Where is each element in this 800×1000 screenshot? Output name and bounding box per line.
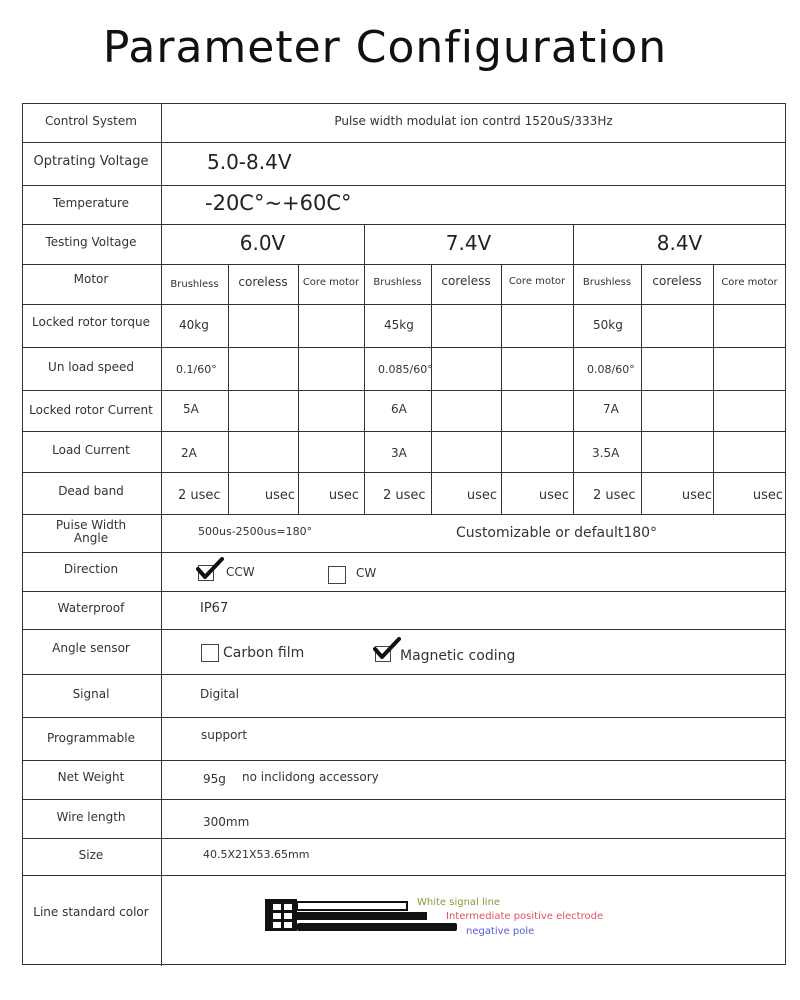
dead-band-value: usec	[264, 487, 295, 503]
size-label: Size	[78, 847, 104, 862]
waterproof-value: IP67	[200, 600, 229, 616]
pulse-width-label-line2: Angle	[73, 531, 109, 545]
testing-voltage-6v: 6.0V	[239, 230, 286, 255]
torque-value: 50kg	[593, 318, 623, 333]
dead-band-value: 2 usec	[178, 487, 221, 503]
waterproof-label: Waterproof	[57, 601, 125, 616]
programmable-label: Programmable	[46, 730, 135, 745]
speed-value: 0.085/60°	[378, 362, 433, 376]
load-current-value: 3.5A	[592, 445, 620, 460]
motor-type: Brushless	[170, 279, 219, 291]
net-weight-value: 95g	[203, 772, 226, 787]
wire-label-positive: Intermediate positive electrode	[446, 911, 604, 922]
locked-rotor-torque-label: Locked rotor torque	[32, 315, 150, 330]
load-current-label: Load Current	[52, 442, 130, 457]
motor-label: Motor	[73, 272, 109, 287]
wire-label-negative: negative pole	[466, 926, 535, 937]
positive-wire	[297, 912, 427, 920]
motor-type: Core motor	[302, 277, 360, 289]
motor-type: Brushless	[373, 277, 422, 289]
dead-band-label: Dead band	[58, 484, 124, 499]
speed-value: 0.08/60°	[587, 362, 635, 376]
dead-band-value: usec	[328, 487, 359, 503]
locked-current-value: 6A	[391, 401, 407, 416]
unload-speed-label: Un load speed	[48, 359, 134, 374]
page-title: Parameter Configuration	[102, 22, 668, 73]
locked-current-value: 7A	[603, 401, 619, 416]
motor-type: coreless	[441, 274, 491, 289]
control-system-label: Control System	[45, 114, 137, 129]
motor-type: Core motor	[721, 277, 778, 289]
motor-type: coreless	[238, 275, 288, 290]
testing-voltage-7v4: 7.4V	[445, 230, 492, 255]
cw-checkbox[interactable]	[328, 566, 346, 584]
dead-band-value: usec	[538, 487, 569, 503]
locked-rotor-current-label: Locked rotor Current	[29, 402, 153, 417]
magnetic-coding-label: Magnetic coding	[400, 647, 516, 664]
angle-sensor-label: Angle sensor	[52, 641, 130, 656]
wire-length-label: Wire length	[56, 809, 126, 824]
pulse-width-note: Customizable or default180°	[456, 524, 658, 541]
operating-voltage-label: Optrating Voltage	[33, 154, 149, 170]
net-weight-note: no inclidong accessory	[242, 769, 379, 784]
ccw-label: CCW	[226, 565, 255, 580]
dead-band-value: usec	[681, 487, 712, 503]
wire-length-value: 300mm	[203, 814, 250, 829]
operating-voltage-value: 5.0-8.4V	[207, 150, 292, 174]
pulse-width-label-line1: Puise Width	[55, 517, 127, 532]
net-weight-label: Net Weight	[57, 769, 125, 784]
signal-value: Digital	[200, 686, 239, 701]
cw-label: CW	[356, 566, 377, 581]
pulse-width-label	[22, 516, 160, 548]
temperature-value: -20C°~+60C°	[205, 191, 352, 216]
locked-current-value: 5A	[183, 401, 199, 416]
ccw-checkmark-icon	[196, 556, 226, 582]
motor-type: Brushless	[582, 277, 632, 289]
line-color-label: Line standard color	[33, 905, 149, 920]
load-current-value: 2A	[181, 445, 197, 460]
size-value: 40.5X21X53.65mm	[203, 848, 310, 862]
torque-value: 45kg	[384, 318, 414, 333]
carbon-film-checkbox[interactable]	[201, 644, 219, 662]
dead-band-value: 2 usec	[383, 487, 426, 503]
carbon-film-label: Carbon film	[223, 644, 305, 661]
pulse-width-value: 500us-2500us=180°	[198, 524, 313, 538]
wire-label-signal: White signal line	[417, 897, 501, 908]
dead-band-value: usec	[466, 487, 497, 503]
dead-band-value: usec	[752, 487, 783, 503]
signal-label: Signal	[72, 686, 110, 701]
torque-value: 40kg	[179, 318, 209, 333]
speed-value: 0.1/60°	[176, 362, 217, 376]
motor-type: coreless	[652, 274, 702, 289]
signal-wire	[297, 902, 407, 910]
negative-wire	[297, 923, 457, 931]
testing-voltage-label: Testing Voltage	[45, 235, 137, 250]
dead-band-value: 2 usec	[593, 487, 636, 503]
testing-voltage-8v4: 8.4V	[656, 230, 703, 255]
direction-label: Direction	[63, 561, 119, 576]
control-system-value: Pulse width modulat ion contrd 1520uS/333Hz	[334, 114, 613, 129]
motor-type: Core motor	[508, 276, 566, 288]
magnetic-checkmark-icon	[373, 636, 403, 662]
programmable-value: support	[201, 728, 248, 743]
temperature-label: Temperature	[52, 195, 129, 210]
load-current-value: 3A	[391, 445, 407, 460]
